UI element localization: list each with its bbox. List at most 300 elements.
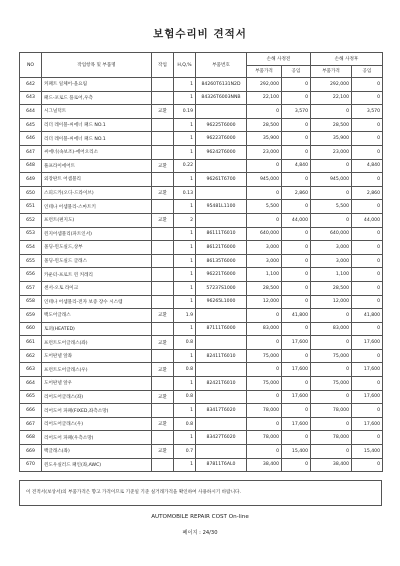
table-cell: 660 — [20, 322, 42, 336]
table-cell: 96242T6000 — [196, 145, 247, 159]
table-cell: 1 — [174, 254, 196, 268]
table-body — [20, 78, 383, 472]
table-cell: 656 — [20, 268, 42, 282]
table-cell: 패드-포로드 플로어,우측 — [42, 91, 152, 105]
table-cell: 84260T6131N2D — [196, 78, 247, 92]
table-cell: 0 — [311, 159, 352, 173]
table-cell: 0 — [282, 458, 311, 472]
table-cell: 0 — [282, 281, 311, 295]
table-cell: 교환 — [152, 417, 174, 431]
table-cell: 1 — [174, 227, 196, 241]
table-cell: 리더 레이블-씨에너 패드 NO.1 — [42, 118, 152, 132]
table-cell: 17,600 — [282, 390, 311, 404]
table-cell: 15,400 — [282, 445, 311, 459]
table-cell: 0 — [352, 281, 383, 295]
table-cell: 0 — [352, 377, 383, 391]
table-row — [20, 118, 383, 132]
table-cell — [196, 336, 247, 350]
table-cell: 945,000 — [247, 173, 282, 187]
table-cell — [196, 159, 247, 173]
table-cell: 96265L1000 — [196, 295, 247, 309]
table-cell: 664 — [20, 377, 42, 391]
table-cell: 교환 — [152, 363, 174, 377]
table-cell: 2 — [174, 213, 196, 227]
table-cell: 0 — [352, 322, 383, 336]
table-row — [20, 431, 383, 445]
table-cell: 교환 — [152, 186, 174, 200]
table-cell: 백도어글래스 — [42, 309, 152, 323]
table-cell: 0 — [352, 295, 383, 309]
table-cell: 82421T6010 — [196, 377, 247, 391]
table-cell: 649 — [20, 173, 42, 187]
table-cell: 0 — [352, 349, 383, 363]
table-cell: 17,600 — [352, 390, 383, 404]
table-cell: 2,860 — [352, 186, 383, 200]
table-cell: 1 — [174, 91, 196, 105]
table-cell: 3,000 — [311, 254, 352, 268]
table-cell: 35,900 — [311, 132, 352, 146]
table-cell: 도어판넬 앞좌 — [42, 349, 152, 363]
table-cell: 센서-오토 라이크 — [42, 281, 152, 295]
table-cell — [196, 445, 247, 459]
table-cell: 292,000 — [247, 78, 282, 92]
table-cell: 0 — [282, 227, 311, 241]
table-cell: 1 — [174, 241, 196, 255]
table-cell — [152, 268, 174, 282]
table-cell: 0 — [311, 309, 352, 323]
table-cell: 663 — [20, 363, 42, 377]
table-cell: 1 — [174, 145, 196, 159]
table-cell: 0 — [282, 118, 311, 132]
table-row — [20, 200, 383, 214]
table-cell: 0 — [282, 295, 311, 309]
col-work: 작업항목 및 부품명 — [42, 53, 152, 78]
table-cell: 1 — [174, 295, 196, 309]
table-cell: 도어판넬 앞우 — [42, 377, 152, 391]
table-cell — [152, 91, 174, 105]
col-part-price-before: 부품가격 — [247, 65, 282, 78]
table-cell: 0 — [311, 390, 352, 404]
table-cell: 교환 — [152, 213, 174, 227]
table-cell: 78,000 — [247, 404, 282, 418]
table-cell: 씨에너(속보조)-에어오리소 — [42, 145, 152, 159]
table-cell — [152, 200, 174, 214]
table-cell: 648 — [20, 159, 42, 173]
table-cell: 28,500 — [247, 281, 282, 295]
table-cell: 667 — [20, 417, 42, 431]
table-cell: 84326T6003NNB — [196, 91, 247, 105]
table-cell: 662 — [20, 349, 42, 363]
table-cell: 프런트도어글래스(우) — [42, 363, 152, 377]
table-cell: 0 — [352, 268, 383, 282]
table-cell: 0.22 — [174, 159, 196, 173]
table-cell — [196, 309, 247, 323]
table-row — [20, 132, 383, 146]
table-cell: 1 — [174, 322, 196, 336]
table-cell — [152, 227, 174, 241]
table-row — [20, 91, 383, 105]
table-cell: 0 — [311, 445, 352, 459]
table-cell: 리어도어 파패(우측소망) — [42, 431, 152, 445]
table-cell: 38,400 — [311, 458, 352, 472]
table-cell: 토퍼(HEATED) — [42, 322, 152, 336]
table-cell: 4,840 — [352, 159, 383, 173]
table-cell: 3,570 — [352, 105, 383, 119]
table-cell: 655 — [20, 254, 42, 268]
table-cell: 0 — [311, 417, 352, 431]
price-note: 이 견적서(보상서)의 부품가격은 향고 가격이므로 기준일 기준 실거래가격을 확인하여 사용하시기 바랍니다. — [19, 480, 382, 506]
table-cell: 5,500 — [247, 200, 282, 214]
table-row — [20, 377, 383, 391]
table-cell: 0 — [247, 336, 282, 350]
table-row — [20, 105, 383, 119]
table-cell: 650 — [20, 186, 42, 200]
table-cell: 커패트 일체어-올요림 — [42, 78, 152, 92]
table-cell: 75,000 — [247, 377, 282, 391]
table-cell: 44,000 — [352, 213, 383, 227]
table-cell: 23,000 — [247, 145, 282, 159]
table-cell: 0 — [352, 91, 383, 105]
table-cell: 1.9 — [174, 309, 196, 323]
table-cell: 75,000 — [247, 349, 282, 363]
table-cell: 17,600 — [282, 417, 311, 431]
document-title: 보험수리비 견적서 — [153, 28, 247, 40]
table-cell: 1 — [174, 349, 196, 363]
table-cell: 75,000 — [311, 377, 352, 391]
col-hq: H,Q,% — [174, 53, 196, 78]
table-cell: 86111T6010 — [196, 227, 247, 241]
table-cell: 3,570 — [282, 105, 311, 119]
table-cell: 57237S1000 — [196, 281, 247, 295]
table-cell: 945,000 — [311, 173, 352, 187]
table-cell: 윈도우실러드 패인(좌,AWC) — [42, 458, 152, 472]
table-cell: 17,600 — [352, 363, 383, 377]
table-cell: 0 — [247, 105, 282, 119]
table-cell — [196, 105, 247, 119]
table-cell: 0 — [352, 132, 383, 146]
table-cell: 657 — [20, 281, 42, 295]
col-part-no: 부품번호 — [196, 53, 247, 78]
col-job: 작업 — [152, 53, 174, 78]
table-cell: 0 — [311, 213, 352, 227]
table-cell — [152, 118, 174, 132]
table-cell: 1,100 — [247, 268, 282, 282]
table-cell: 리더 레이블-씨에너 패드 NO.1 — [42, 132, 152, 146]
table-cell: 0 — [311, 336, 352, 350]
table-cell — [152, 173, 174, 187]
table-cell: 0 — [282, 241, 311, 255]
table-cell — [152, 145, 174, 159]
table-cell: 교환 — [152, 105, 174, 119]
table-cell: 23,000 — [311, 145, 352, 159]
table-row — [20, 145, 383, 159]
table-cell: 카운터-프로트 윈 커레리 — [42, 268, 152, 282]
table-cell: 윈지어셈블리(파트인서) — [42, 227, 152, 241]
table-cell: 0 — [352, 145, 383, 159]
table-cell: 661 — [20, 336, 42, 350]
table-row — [20, 349, 383, 363]
table-cell: 86121T6000 — [196, 241, 247, 255]
table-cell: 644 — [20, 105, 42, 119]
table-cell: 0 — [282, 145, 311, 159]
table-cell: 96223T6000 — [196, 132, 247, 146]
table-cell — [152, 78, 174, 92]
table-cell: 646 — [20, 132, 42, 146]
table-cell: 95481L1100 — [196, 200, 247, 214]
table-cell: 15,400 — [352, 445, 383, 459]
table-cell: 0 — [352, 254, 383, 268]
table-cell: 654 — [20, 241, 42, 255]
table-row — [20, 241, 383, 255]
table-cell: 0 — [352, 404, 383, 418]
table-cell: 1 — [174, 78, 196, 92]
footer-label: AUTOMOBILE REPAIR COST On-line — [151, 514, 249, 520]
table-cell: 87111T6000 — [196, 322, 247, 336]
table-cell: 0 — [282, 268, 311, 282]
table-cell: 96261T6700 — [196, 173, 247, 187]
table-cell: 1 — [174, 458, 196, 472]
table-cell — [152, 349, 174, 363]
table-cell: 0.19 — [174, 105, 196, 119]
table-cell: 0 — [247, 213, 282, 227]
table-cell: 651 — [20, 200, 42, 214]
table-cell: 외장판트 어셈블리 — [42, 173, 152, 187]
table-cell: 3,000 — [311, 241, 352, 255]
table-cell — [152, 322, 174, 336]
table-cell: 0 — [282, 322, 311, 336]
table-cell: 1 — [174, 268, 196, 282]
col-group-before: 손해 사정전 — [247, 53, 311, 66]
table-row — [20, 309, 383, 323]
table-cell: 4,840 — [282, 159, 311, 173]
table-cell: 0.13 — [174, 186, 196, 200]
table-cell: 1 — [174, 118, 196, 132]
table-cell: 0 — [247, 445, 282, 459]
table-cell: 41,800 — [282, 309, 311, 323]
table-cell: 17,600 — [282, 363, 311, 377]
estimate-sheet — [19, 52, 382, 472]
table-cell: 96225T6000 — [196, 118, 247, 132]
table-cell: 41,800 — [352, 309, 383, 323]
table-cell: 0 — [352, 241, 383, 255]
table-cell: 0 — [282, 200, 311, 214]
table-cell: 640,000 — [311, 227, 352, 241]
table-cell: 35,900 — [247, 132, 282, 146]
table-cell: 0.7 — [174, 445, 196, 459]
table-cell: 교환 — [152, 309, 174, 323]
table-cell: 17,600 — [282, 336, 311, 350]
table-cell — [152, 295, 174, 309]
table-cell: 12,000 — [247, 295, 282, 309]
table-cell: 22,100 — [247, 91, 282, 105]
table-cell — [152, 132, 174, 146]
table-row — [20, 445, 383, 459]
table-row — [20, 281, 383, 295]
table-cell: 스피드카(오디-드라이브) — [42, 186, 152, 200]
table-cell: 0 — [282, 377, 311, 391]
table-cell: 0 — [311, 105, 352, 119]
table-cell: 0 — [311, 363, 352, 377]
table-cell: 668 — [20, 431, 42, 445]
col-labor-before: 공임 — [282, 65, 311, 78]
table-cell: 1 — [174, 431, 196, 445]
table-cell: 28,500 — [311, 281, 352, 295]
table-cell: 0 — [247, 363, 282, 377]
table-cell: 82411T6010 — [196, 349, 247, 363]
table-cell: 교환 — [152, 336, 174, 350]
table-cell: 교환 — [152, 445, 174, 459]
table-cell: 670 — [20, 458, 42, 472]
table-cell: 0 — [282, 132, 311, 146]
table-cell: 0 — [282, 349, 311, 363]
table-cell: 0 — [352, 118, 383, 132]
table-cell: 0 — [247, 390, 282, 404]
table-cell: 78,000 — [311, 404, 352, 418]
table-cell: 666 — [20, 404, 42, 418]
table-cell: 0 — [352, 200, 383, 214]
table-cell: 2,860 — [282, 186, 311, 200]
table-cell: 1 — [174, 377, 196, 391]
table-cell: 96221T6000 — [196, 268, 247, 282]
table-cell: 645 — [20, 118, 42, 132]
table-cell: 0 — [352, 458, 383, 472]
table-cell: 리어도어글래스(우) — [42, 417, 152, 431]
table-cell: 17,600 — [352, 336, 383, 350]
table-cell — [196, 213, 247, 227]
table-cell: 1 — [174, 404, 196, 418]
estimate-table — [19, 52, 383, 472]
table-cell — [196, 417, 247, 431]
table-row — [20, 336, 383, 350]
table-cell: 652 — [20, 213, 42, 227]
table-cell — [152, 281, 174, 295]
table-cell: 0 — [282, 78, 311, 92]
table-cell: 658 — [20, 295, 42, 309]
table-cell: 669 — [20, 445, 42, 459]
table-cell: 0 — [247, 309, 282, 323]
table-cell: 인테나 어셈블리-스마트키 — [42, 200, 152, 214]
table-cell: 0 — [247, 417, 282, 431]
table-cell: 1 — [174, 200, 196, 214]
table-cell: 78,000 — [247, 431, 282, 445]
table-row — [20, 404, 383, 418]
table-cell: 83,000 — [247, 322, 282, 336]
table-cell: 0.8 — [174, 390, 196, 404]
table-cell — [152, 404, 174, 418]
table-row — [20, 213, 383, 227]
table-row — [20, 186, 383, 200]
table-cell: 642 — [20, 78, 42, 92]
table-cell: 44,000 — [282, 213, 311, 227]
table-cell: 86135T6000 — [196, 254, 247, 268]
table-cell — [152, 458, 174, 472]
table-cell: 시그널덕트 — [42, 105, 152, 119]
table-row — [20, 390, 383, 404]
table-cell: 28,500 — [247, 118, 282, 132]
table-cell — [196, 390, 247, 404]
table-row — [20, 322, 383, 336]
table-cell: 659 — [20, 309, 42, 323]
table-cell: 640,000 — [247, 227, 282, 241]
table-cell — [152, 377, 174, 391]
table-cell: 리어도어글래스(좌) — [42, 390, 152, 404]
table-cell: 83417T6020 — [196, 404, 247, 418]
table-cell: 0 — [247, 186, 282, 200]
table-cell — [196, 363, 247, 377]
table-cell: 풀프라이에어트 — [42, 159, 152, 173]
table-cell — [196, 186, 247, 200]
table-cell: 프런트도어글래스(좌) — [42, 336, 152, 350]
table-cell: 0 — [282, 91, 311, 105]
table-cell: 0 — [282, 254, 311, 268]
table-cell: 0 — [352, 227, 383, 241]
table-cell: 리어도어 파패(FIXED,좌측소망) — [42, 404, 152, 418]
table-cell: 28,500 — [311, 118, 352, 132]
table-cell: 0.8 — [174, 363, 196, 377]
table-row — [20, 458, 383, 472]
table-cell: 0 — [352, 78, 383, 92]
table-cell: 1,100 — [311, 268, 352, 282]
table-cell: 83,000 — [311, 322, 352, 336]
table-cell: 83427T6020 — [196, 431, 247, 445]
table-cell: 교환 — [152, 390, 174, 404]
table-row — [20, 254, 383, 268]
table-row — [20, 363, 383, 377]
table-cell: 교환 — [152, 159, 174, 173]
table-cell: 5,500 — [311, 200, 352, 214]
table-cell: 38,400 — [247, 458, 282, 472]
col-group-after: 손해 사정후 — [311, 53, 383, 66]
header-row-top — [20, 53, 383, 66]
table-cell — [152, 241, 174, 255]
col-labor-after: 공임 — [352, 65, 383, 78]
table-cell: 1 — [174, 281, 196, 295]
table-cell: 665 — [20, 390, 42, 404]
table-cell: 0.8 — [174, 417, 196, 431]
table-cell: 몰딩-윈도실드 글래스 — [42, 254, 152, 268]
table-cell: 0 — [282, 404, 311, 418]
table-cell: 0 — [352, 431, 383, 445]
table-cell: 0 — [282, 431, 311, 445]
col-no: NO — [20, 53, 42, 78]
table-cell — [152, 254, 174, 268]
table-cell: 0 — [352, 173, 383, 187]
table-cell — [152, 431, 174, 445]
table-cell: 3,000 — [247, 241, 282, 255]
table-cell: 3,000 — [247, 254, 282, 268]
table-row — [20, 78, 383, 92]
table-row — [20, 417, 383, 431]
table-row — [20, 227, 383, 241]
table-cell: 인테나 어셈블리-전자 보증 장수 시스템 — [42, 295, 152, 309]
table-cell: 17,600 — [352, 417, 383, 431]
table-row — [20, 295, 383, 309]
table-cell: 프런트(편지도) — [42, 213, 152, 227]
table-cell: 1 — [174, 132, 196, 146]
table-cell: 1 — [174, 173, 196, 187]
table-cell: 647 — [20, 145, 42, 159]
table-row — [20, 173, 383, 187]
table-row — [20, 268, 383, 282]
table-cell: 0.8 — [174, 336, 196, 350]
table-cell: 22,100 — [311, 91, 352, 105]
table-cell: 643 — [20, 91, 42, 105]
table-cell: 0 — [311, 186, 352, 200]
table-cell: 0 — [247, 159, 282, 173]
table-row — [20, 159, 383, 173]
table-cell: 12,000 — [311, 295, 352, 309]
table-cell: 몰딩-윈도실드,상부 — [42, 241, 152, 255]
